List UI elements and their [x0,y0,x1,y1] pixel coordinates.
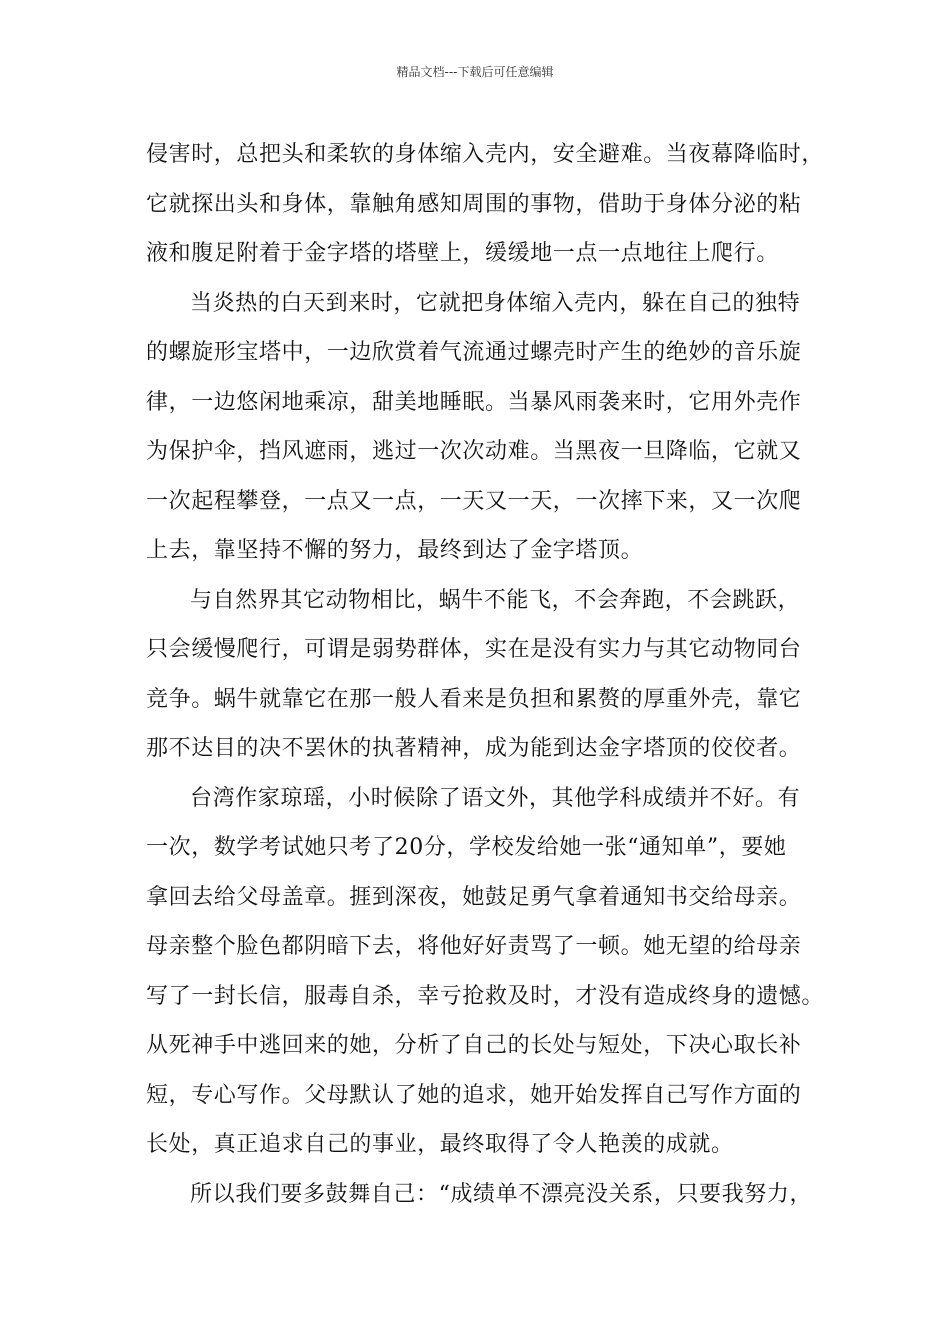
text-line: 母亲整个脸色都阴暗下去，将他好好责骂了一顿。她无望的给母亲 [146,934,802,959]
text-line: 上去，靠坚持不懈的努力，最终到达了金字塔顶。 [146,538,644,563]
text-line: 与自然界其它动物相比，蜗牛不能飞，不会奔跑，不会跳跃， [190,587,801,613]
text-line: 它就探出头和身体，靠触角感知周围的事物，借助于身体分泌的粘 [146,191,802,217]
text-line: 一次，数学考试她只考了20分，学校发给她一张“通知单”，要她 [146,835,787,860]
text-line: 律，一边悠闲地乘凉，甜美地睡眠。当暴风雨袭来时，它用外壳作 [146,389,802,415]
text-line: 所以我们要多鼓舞自己：“成绩单不漂亮没关系，只要我努力， [190,1181,813,1207]
text-line: 短，专心写作。父母默认了她的追求，她开始发挥自己写作方面的 [146,1082,802,1108]
text-line: 写了一封长信，服毒自杀，幸亏抢救及时，才没有造成终身的遗憾。 [146,983,825,1009]
text-line: 台湾作家琼瑶，小时候除了语文外，其他学科成绩并不好。有 [190,785,801,811]
text-line: 竞争。蜗牛就靠它在那一般人看来是负担和累赘的厚重外壳，靠它 [146,686,802,712]
text-line: 为保护伞，挡风遮雨，逃过一次次动难。当黑夜一旦降临，它就又 [146,439,802,464]
text-line: 当炎热的白天到来时，它就把身体缩入壳内，躲在自己的独特 [190,290,801,316]
body-text [146,130,836,1219]
text-line: 长处，真正追求自己的事业，最终取得了令人艳羡的成就。 [146,1132,734,1157]
text-line: 从死神手中逃回来的她，分析了自己的长处与短处，下决心取长补 [146,1033,802,1058]
text-line: 那不达目的决不罢休的执著精神，成为能到达金字塔顶的佼佼者。 [146,736,802,761]
text-line: 一次起程攀登，一点又一点，一天又一天，一次摔下来，又一次爬 [146,488,802,514]
text-line: 只会缓慢爬行，可谓是弱势群体，实在是没有实力与其它动物同台 [146,637,802,662]
text-line: 侵害时，总把头和柔软的身体缩入壳内，安全避难。当夜幕降临时， [146,142,825,167]
text-line: 的螺旋形宝塔中，一边欣赏着气流通过螺壳时产生的绝妙的音乐旋 [146,340,802,365]
text-line: 液和腹足附着于金字塔的塔壁上，缓缓地一点一点地往上爬行。 [146,241,779,266]
text-line: 拿回去给父母盖章。捱到深夜，她鼓足勇气拿着通知书交给母亲。 [146,884,802,910]
page-header: 精品文档---下载后可任意编辑 [396,65,554,79]
